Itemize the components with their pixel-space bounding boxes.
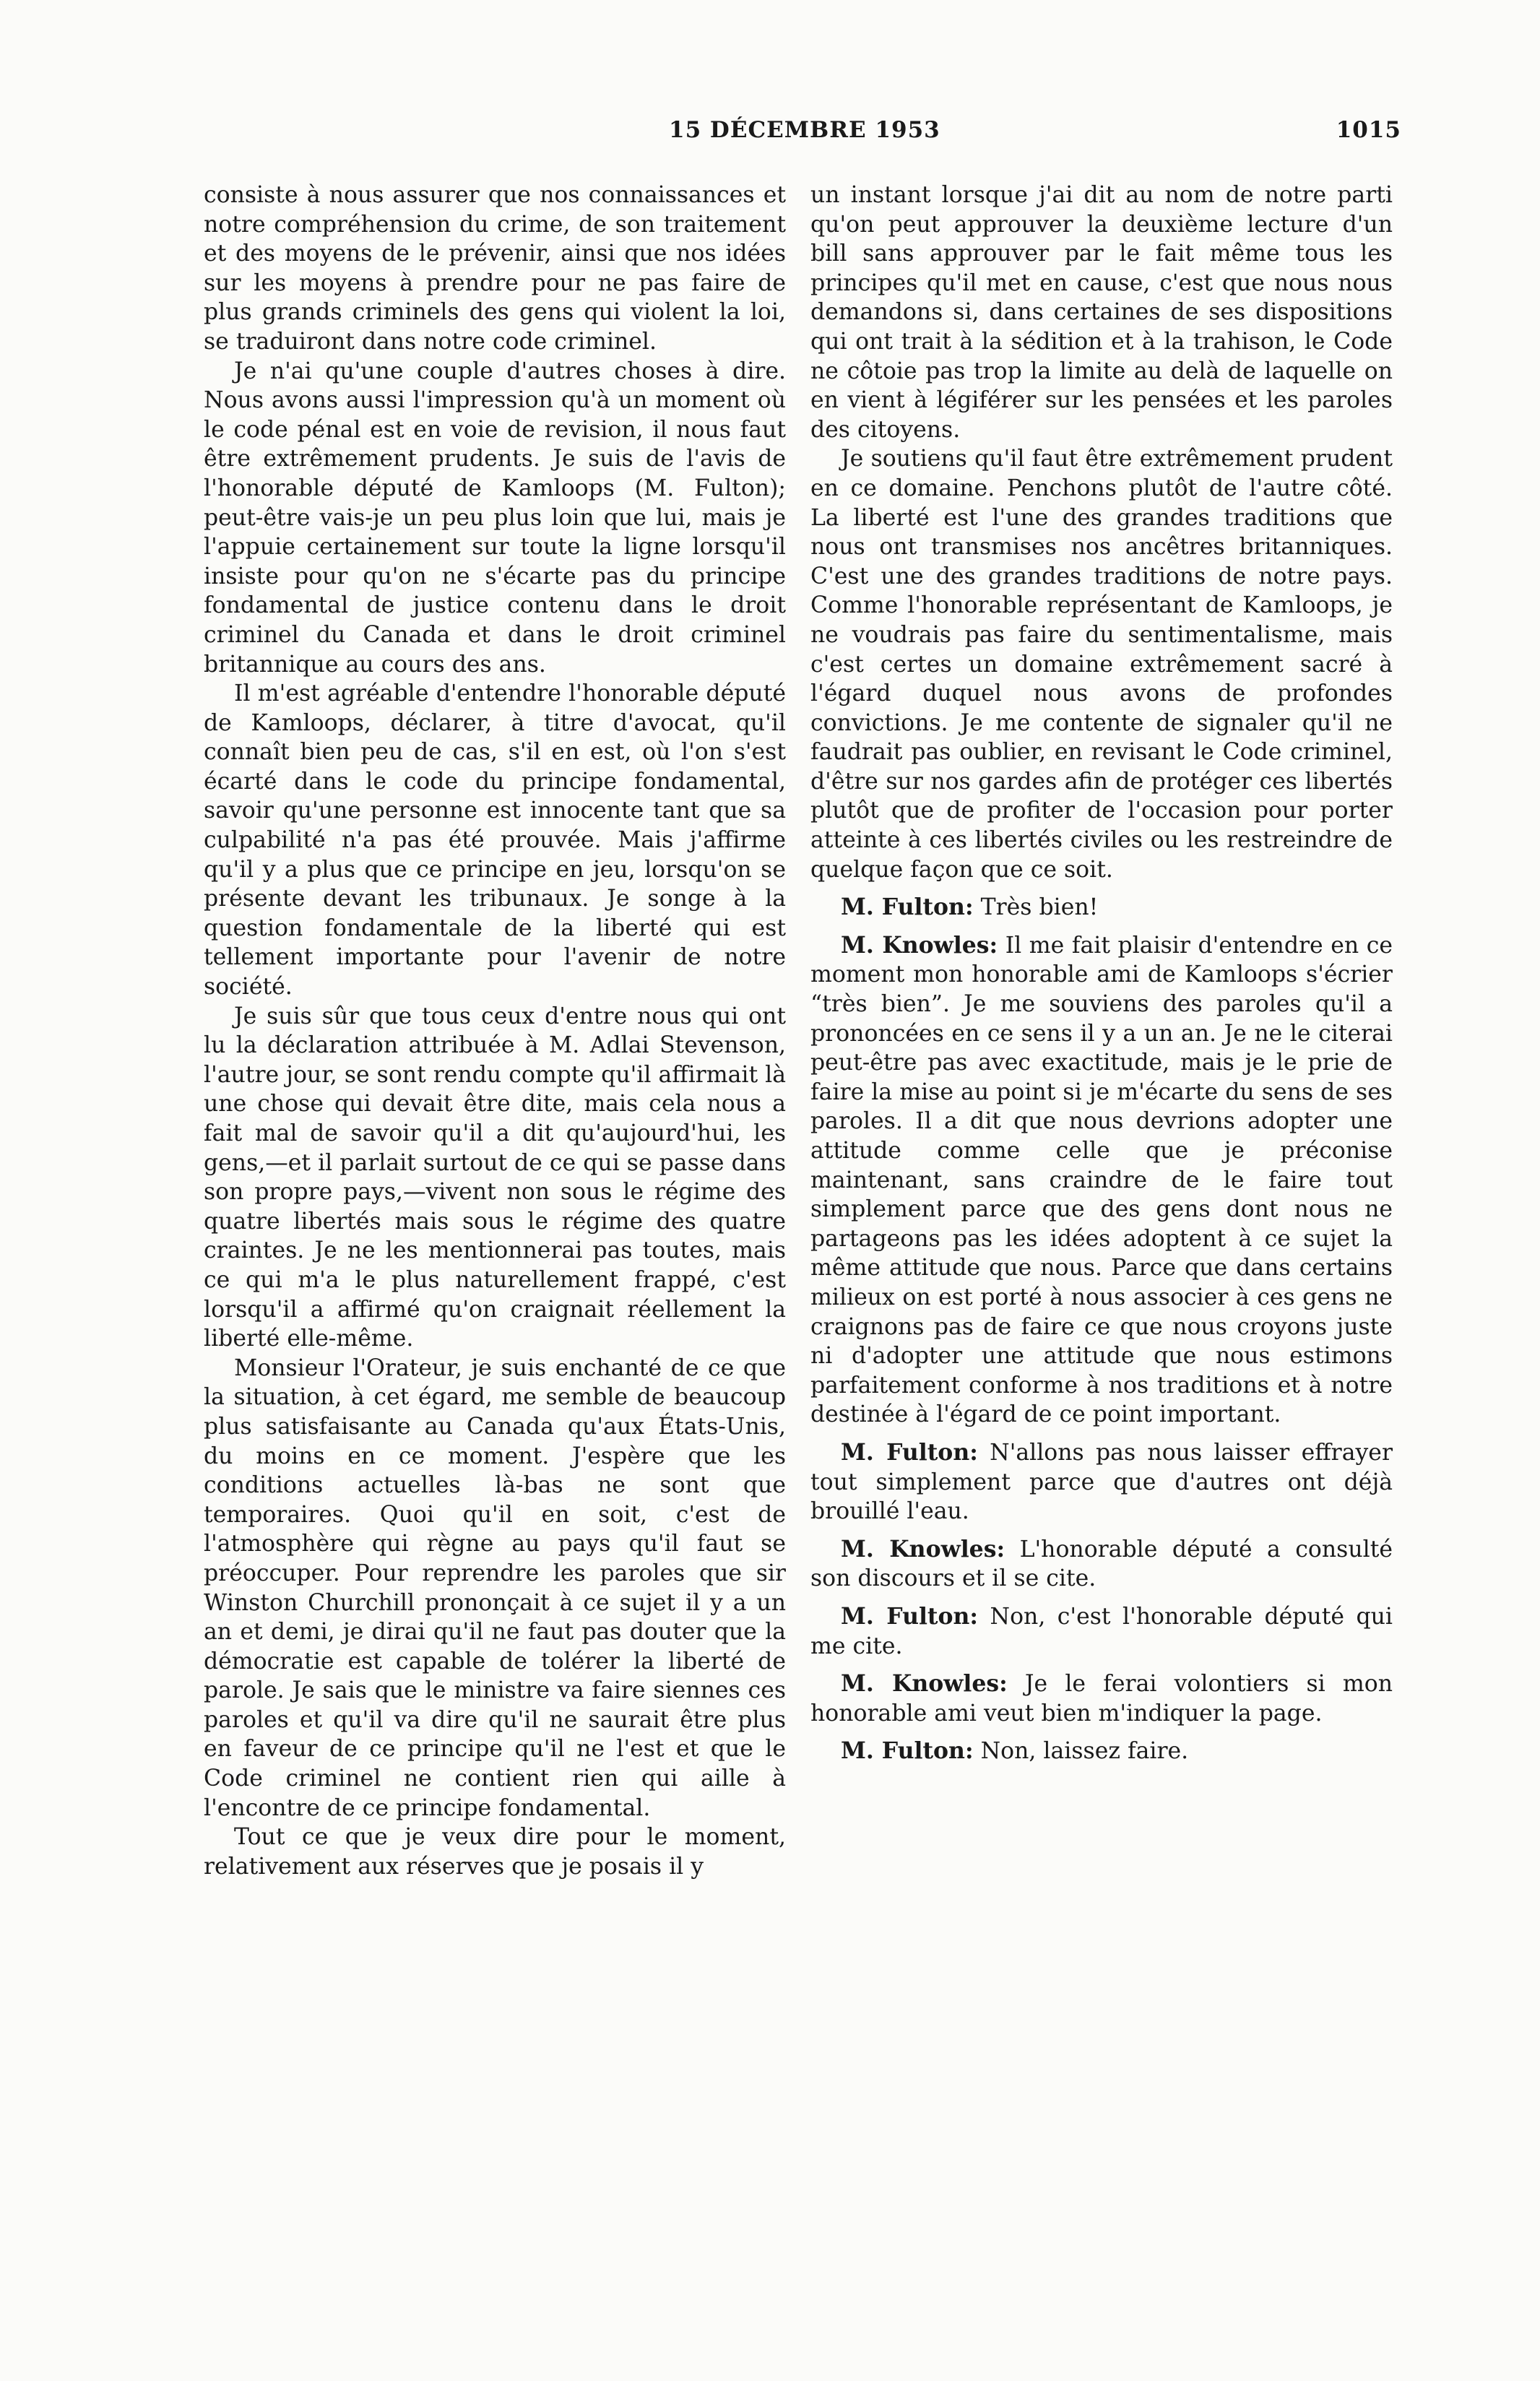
- speech-entry: [810, 1438, 1393, 1526]
- page-number: 1015: [1336, 117, 1401, 143]
- paragraph: Monsieur l'Orateur, je suis enchanté de ce que la situation, à cet égard, me semble de beaucoup plus satisfaisante au Canada qu'aux États-Unis, du moins en ce moment. J'espère que les conditions actuelles là-bas ne sont que temporaires. Quoi qu'il en soit, c'est de l'atmosphère qui règne au pays qu'il faut se préoccuper. Pour reprendre les paroles que sir Winston Churchill prononçait à ce sujet il y a un an et demi, je dirai qu'il ne faut pas douter que la démocratie est capable de tolérer la liberté de parole. Je sais que le ministre va faire siennes ces paroles et qu'il va dire qu'il ne saurait être plus en faveur de ce principe qu'il ne l'est et que le Code criminel ne contient rien qui aille à l'encontre de ce principe fondamental.: [204, 1354, 786, 1821]
- speech-text: Il me fait plaisir d'entendre en ce moment mon honorable ami de Kamloops s'écrier “très bien”. Je me souviens des paroles qu'il a prononcées en ce sens il y a un an. Je ne le citerai peut-être pas avec exactitude, mais je le prie de faire la mise au point si je m'écarte du sens de ses paroles. Il a dit que nous devrions adopter une attitude comme celle que je préconise maintenant, sans craindre de le faire tout simplement parce que des gens dont nous ne partageons pas les idées adoptent à ce sujet la même attitude que nous. Parce que dans certains milieux on est porté à nous associer à ces gens ne craignons pas de faire ce que nous croyons juste ni d'adopter une attitude que nous estimons parfaitement conforme à nos traditions et à notre destinée à l'égard de ce point important.: [810, 932, 1393, 1428]
- speech-text: L'honorable député a consulté son discours et il se cite.: [810, 1536, 1393, 1592]
- speaker-name: M. Fulton:: [841, 894, 974, 921]
- paragraph: Il m'est agréable d'entendre l'honorable député de Kamloops, déclarer, à titre d'avocat, qu'il connaît bien peu de cas, s'il en est, où l'on s'est écarté dans le code du principe fondamental, savoir qu'une personne est innocente tant que sa culpabilité n'a pas été prouvée. Mais j'affirme qu'il y a plus que ce principe en jeu, lorsqu'on se présente devant les tribunaux. Je songe à la question fondamentale de la liberté qui est tellement importante pour l'avenir de notre société.: [204, 680, 786, 1001]
- paragraph: un instant lorsque j'ai dit au nom de notre parti qu'on peut approuver la deuxième lecture d'un bill sans approuver par le fait même tous les principes qu'il met en cause, c'est que nous nous demandons si, dans certaines de ses dispositions qui ont trait à la sédition et à la trahison, le Code ne côtoie pas trop la limite au delà de laquelle on en vient à légiférer sur les pensées et les paroles des citoyens.: [810, 182, 1393, 443]
- speech-entry: [810, 1602, 1393, 1661]
- speech-text: Très bien!: [980, 894, 1099, 921]
- speaker-name: M. Knowles:: [841, 1670, 1008, 1698]
- speech-text: N'allons pas nous laisser effrayer tout simplement parce que d'autres ont déjà brouillé l'eau.: [810, 1439, 1393, 1525]
- speaker-name: M. Knowles:: [841, 1535, 1005, 1563]
- speech-entry: [810, 893, 1393, 922]
- paragraph: Tout ce que je veux dire pour le moment, relativement aux réserves que je posais il y: [204, 1824, 786, 1880]
- speaker-name: M. Fulton:: [841, 1602, 979, 1630]
- left-column: [204, 181, 786, 1881]
- page-header: [0, 117, 1540, 153]
- paragraph: Je n'ai qu'une couple d'autres choses à dire. Nous avons aussi l'impression qu'à un moment où le code pénal est en voie de revision, il nous faut être extrêmement prudents. Je suis de l'avis de l'honorable député de Kamloops (M. Fulton); peut-être vais-je un peu plus loin que lui, mais je l'appuie certainement sur toute la ligne lorsqu'il insiste pour qu'on ne s'écarte pas du principe fondamental de justice contenu dans le droit criminel du Canada et dans le droit criminel britannique au cours des ans.: [204, 358, 786, 678]
- speech-text: Je le ferai volontiers si mon honorable ami veut bien m'indiquer la page.: [810, 1671, 1393, 1727]
- right-column: [810, 181, 1393, 1766]
- speech-text: Non, c'est l'honorable député qui me cite.: [810, 1603, 1393, 1659]
- paragraph: Je soutiens qu'il faut être extrêmement prudent en ce domaine. Penchons plutôt de l'autre côté. La liberté est l'une des grandes traditions que nous ont transmises nos ancêtres britanniques. C'est une des grandes traditions de notre pays. Comme l'honorable représentant de Kamloops, je ne voudrais pas faire du sentimentalisme, mais c'est certes un domaine extrêmement sacré à l'égard duquel nous avons de profondes convictions. Je me contente de signaler qu'il ne faudrait pas oublier, en revisant le Code criminel, d'être sur nos gardes afin de protéger ces libertés plutôt que de profiter de l'occasion pour porter atteinte à ces libertés civiles ou les restreindre de quelque façon que ce soit.: [810, 446, 1393, 883]
- speech-entry: [810, 1535, 1393, 1594]
- speech-entry: [810, 1737, 1393, 1766]
- header-date: 15 DÉCEMBRE 1953: [669, 117, 940, 143]
- speech-text: Non, laissez faire.: [980, 1738, 1189, 1765]
- speech-entry: [810, 1669, 1393, 1728]
- paragraph: Je suis sûr que tous ceux d'entre nous qui ont lu la déclaration attribuée à M. Adlai Stevenson, l'autre jour, se sont rendu compte qu'il affirmait là une chose qui devait être dite, mais cela nous a fait mal de savoir qu'il a dit qu'aujourd'hui, les gens,—et il parlait surtout de ce qui se passe dans son propre pays,—vivent non sous le régime des quatre libertés mais sous le régime des quatre craintes. Je ne les mentionnerai pas toutes, mais ce qui m'a le plus naturellement frappé, c'est lorsqu'il a affirmé qu'on craignait réellement la liberté elle-même.: [204, 1003, 786, 1352]
- speaker-name: M. Knowles:: [841, 931, 998, 959]
- speaker-name: M. Fulton:: [841, 1737, 974, 1765]
- speech-entry: [810, 931, 1393, 1430]
- paragraph: consiste à nous assurer que nos connaissances et notre compréhension du crime, de son traitement et des moyens de le prévenir, ainsi que nos idées sur les moyens à prendre pour ne pas faire de plus grands criminels des gens qui violent la loi, se traduiront dans notre code criminel.: [204, 182, 786, 355]
- speaker-name: M. Fulton:: [841, 1438, 978, 1466]
